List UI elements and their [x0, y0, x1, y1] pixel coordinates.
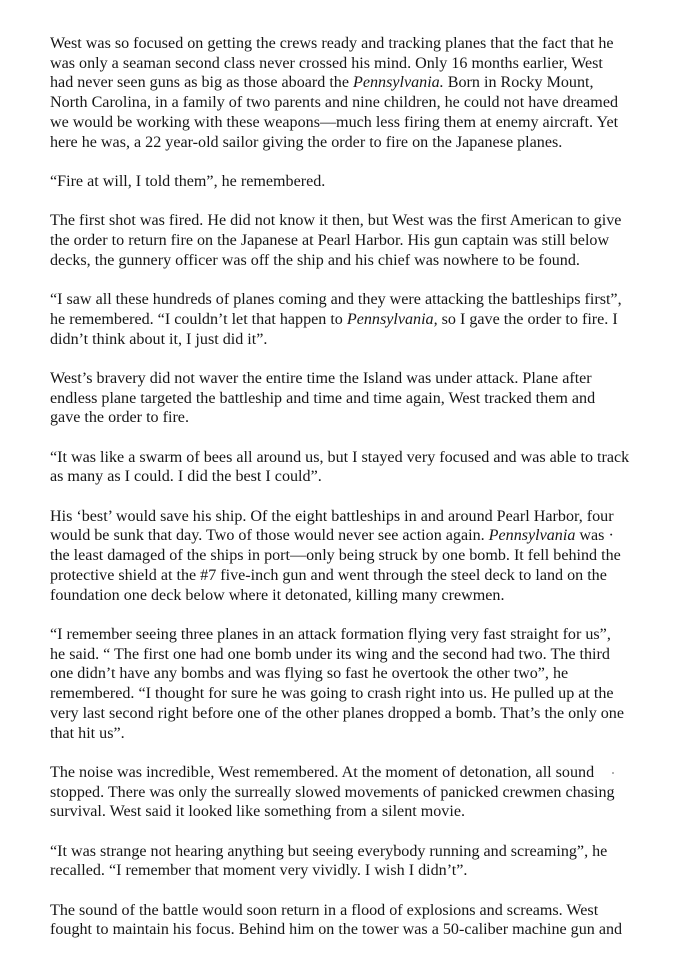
text-line: The sound of the battle would soon return in a flood of explosions and screams. West: [50, 901, 599, 919]
paragraph: [50, 211, 670, 270]
text-line: that hit us”.: [50, 724, 125, 742]
text-line: foundation one deck below where it detonated, killing many crewmen.: [50, 586, 505, 604]
text-line: gave the order to fire.: [50, 409, 189, 427]
paragraph: [50, 290, 670, 349]
text-line: His ‘best’ would save his ship. Of the eight battleships in and around Pearl Harbor, four: [50, 507, 614, 525]
text-line: West’s bravery did not waver the entire time the Island was under attack. Plane after: [50, 369, 592, 387]
text-line: he said. “ The first one had one bomb under its wing and the second had two. The third: [50, 645, 610, 663]
text-line: The noise was incredible, West remembered. At the moment of detonation, all sound: [50, 763, 595, 781]
text-line: recalled. “I remember that moment very vividly. I wish I didn’t”.: [50, 862, 468, 880]
paragraph: [50, 507, 670, 606]
paragraph: [50, 763, 670, 822]
text-line: didn’t think about it, I just did it”.: [50, 330, 268, 348]
paragraph: [50, 34, 670, 152]
scan-speck: [612, 772, 614, 774]
paragraph: [50, 901, 670, 940]
text-line: endless plane targeted the battleship and time and time again, West tracked them and: [50, 389, 596, 407]
text-line: had never seen guns as big as those aboard the Pennsylvania. Born in Rocky Mount,: [50, 74, 594, 92]
text-line: “It was like a swarm of bees all around us, but I stayed very focused and was able to track: [50, 448, 630, 466]
text-line: the order to return fire on the Japanese at Pearl Harbor. His gun captain was still below: [50, 232, 610, 249]
text-line: “Fire at will, I told them”, he remembered.: [50, 172, 326, 190]
text-line: he remembered. “I couldn’t let that happen to Pennsylvania, so I gave the order to fire. I: [50, 310, 618, 328]
italic-title: Pennsylvania.: [353, 74, 444, 92]
text-line: very last second right before one of the other planes dropped a bomb. That’s the only one: [50, 704, 624, 722]
text-line: remembered. “I thought for sure he was going to crash right into us. He pulled up at the: [50, 685, 614, 703]
paragraph: [50, 448, 670, 487]
text-line: here he was, a 22 year-old sailor giving the order to fire on the Japanese planes.: [50, 133, 563, 151]
text-line: “It was strange not hearing anything but seeing everybody running and screaming”, he: [50, 842, 608, 860]
text-line: stopped. There was only the surreally slowed movements of panicked crewmen chasing: [50, 783, 615, 801]
text-line: protective shield at the #7 five-inch gun and went through the steel deck to land on the: [50, 566, 607, 584]
text-line: the least damaged of the ships in port—only being struck by one bomb. It fell behind the: [50, 547, 621, 565]
text-line: as many as I could. I did the best I could”.: [50, 468, 322, 486]
text-line: one didn’t have any bombs and was flying so fast he overtook the other two”, he: [50, 665, 569, 683]
text-line: “I remember seeing three planes in an attack formation flying very fast straight for us”,: [50, 625, 611, 643]
text-line: The first shot was fired. He did not know it then, but West was the first American to give: [50, 212, 622, 230]
italic-title: Pennsylvania,: [346, 310, 438, 328]
text-line: North Carolina, in a family of two parents and nine children, he could not have dreamed: [50, 94, 619, 112]
text-line: survival. West said it looked like something from a silent movie.: [50, 803, 465, 821]
text-line: decks, the gunnery officer was off the ship and his chief was nowhere to be found.: [50, 251, 580, 269]
text-line: West was so focused on getting the crews ready and tracking planes that the fact that he: [50, 35, 614, 52]
paragraph: [50, 842, 670, 881]
paragraph: [50, 172, 670, 192]
italic-title: Pennsylvania: [488, 527, 576, 545]
article-body: [50, 34, 670, 960]
paragraph: [50, 369, 670, 428]
text-line: we would be working with these weapons—much less firing them at enemy aircraft. Yet: [50, 113, 619, 131]
text-line: fought to maintain his focus. Behind him on the tower was a 50-caliber machine gun and: [50, 921, 623, 939]
text-line: “I saw all these hundreds of planes coming and they were attacking the battleships first”,: [50, 291, 622, 309]
text-line: would be sunk that day. Two of those would never see action again. Pennsylvania was ·: [50, 527, 614, 545]
text-line: was only a seaman second class never crossed his mind. Only 16 months earlier, West: [50, 54, 603, 72]
paragraph: [50, 625, 670, 743]
